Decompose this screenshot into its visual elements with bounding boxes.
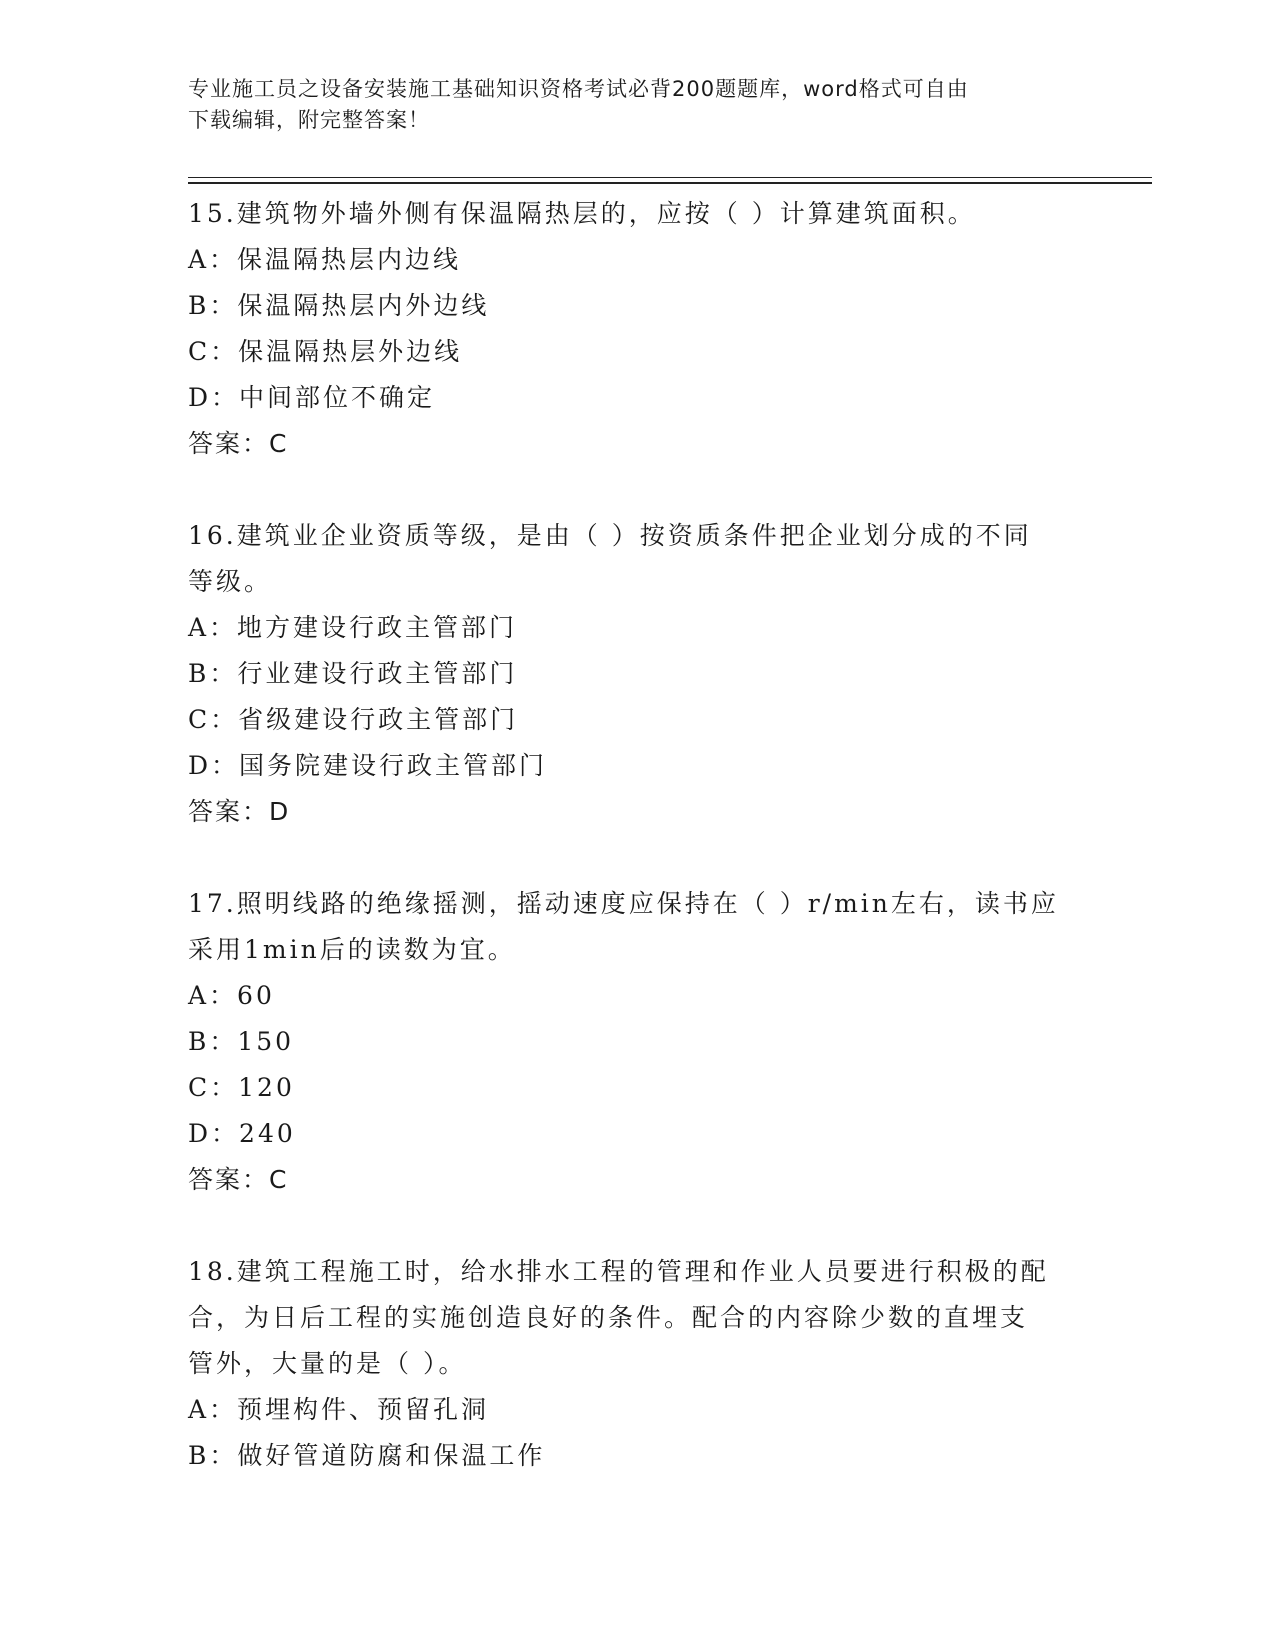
option-c: C：120	[188, 1073, 295, 1102]
question-stem-continued: 管外，大量的是（ ）。	[188, 1349, 467, 1378]
header-title-line-1: 专业施工员之设备安装施工基础知识资格考试必背200题题库，word格式可自由	[188, 77, 969, 101]
question-stem: 17.照明线路的绝缘摇测，摇动速度应保持在（ ）r/min左右，读书应	[188, 889, 1059, 918]
option-d: D：国务院建设行政主管部门	[188, 751, 548, 780]
question-stem-continued: 合，为日后工程的实施创造良好的条件。配合的内容除少数的直埋支	[188, 1303, 1029, 1332]
option-a: A：60	[188, 981, 275, 1010]
option-c: C：省级建设行政主管部门	[188, 705, 519, 734]
option-a: A：地方建设行政主管部门	[188, 613, 518, 642]
question-block	[188, 513, 1108, 835]
answer-line: 答案：C	[188, 429, 289, 458]
option-b: B：做好管道防腐和保温工作	[188, 1441, 546, 1470]
header-divider-thin	[188, 177, 1152, 178]
question-stem: 18.建筑工程施工时，给水排水工程的管理和作业人员要进行积极的配	[188, 1257, 1049, 1286]
option-a: A：预埋构件、预留孔洞	[188, 1395, 490, 1424]
question-list	[188, 191, 1108, 1479]
option-d: D：240	[188, 1119, 296, 1148]
option-c: C：保温隔热层外边线	[188, 337, 463, 366]
question-stem: 15.建筑物外墙外侧有保温隔热层的，应按（ ）计算建筑面积。	[188, 199, 976, 228]
question-block	[188, 1249, 1108, 1479]
header-title-line-2: 下载编辑，附完整答案！	[188, 108, 430, 132]
document-header	[188, 74, 1088, 136]
question-stem-continued: 等级。	[188, 567, 273, 596]
question-block	[188, 191, 1108, 467]
answer-line: 答案：C	[188, 1165, 289, 1194]
question-block	[188, 881, 1108, 1203]
question-spacer	[188, 467, 1108, 513]
question-spacer	[188, 1203, 1108, 1249]
option-d: D：中间部位不确定	[188, 383, 436, 412]
question-spacer	[188, 835, 1108, 881]
question-stem: 16.建筑业企业资质等级，是由（ ）按资质条件把企业划分成的不同	[188, 521, 1032, 550]
header-divider-thick	[188, 182, 1152, 184]
option-b: B：行业建设行政主管部门	[188, 659, 518, 688]
question-stem-continued: 采用1min后的读数为宜。	[188, 935, 516, 964]
option-a: A：保温隔热层内边线	[188, 245, 462, 274]
answer-line: 答案：D	[188, 797, 291, 826]
option-b: B：保温隔热层内外边线	[188, 291, 490, 320]
option-b: B：150	[188, 1027, 295, 1056]
